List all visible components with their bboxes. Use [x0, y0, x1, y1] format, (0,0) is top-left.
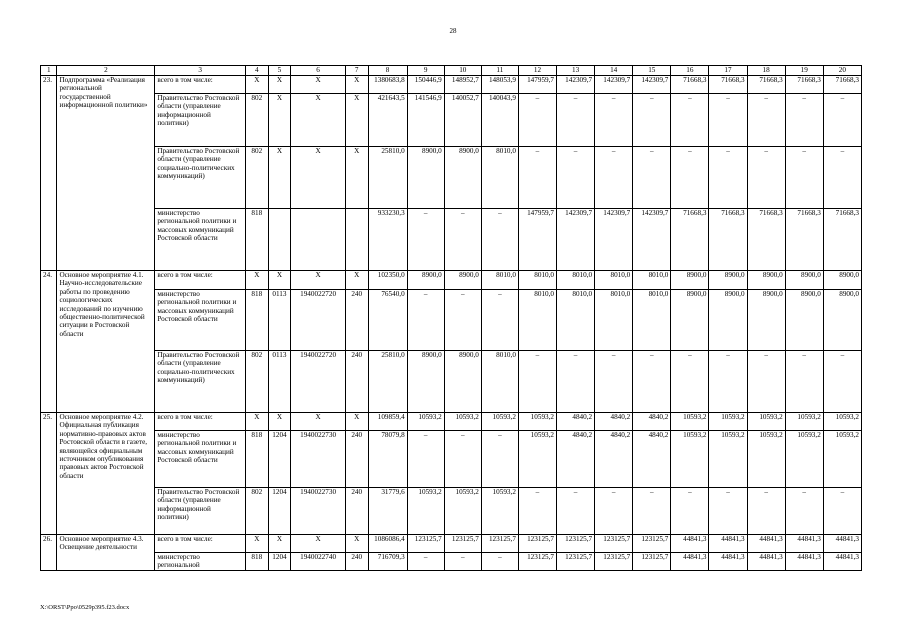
table-row	[41, 413, 862, 431]
amount-cell: –	[671, 147, 709, 209]
amount-cell: –	[518, 351, 556, 413]
amount-cell: 8900,0	[407, 271, 444, 290]
amount-cell: 123125,7	[595, 553, 633, 571]
amount-cell: –	[709, 147, 747, 209]
budget-code-cell: 802	[245, 488, 268, 535]
table-row	[41, 94, 862, 147]
program-name: Основное мероприятие 4.2. Официальная публикация нормативно-правовых актов Ростовской области в газете, являющейся официальным источником опубликования правовых актов Ростовской области	[57, 413, 155, 535]
amount-cell: 71668,3	[785, 209, 823, 271]
amount-cell: –	[407, 209, 444, 271]
amount-cell: 4840,2	[557, 431, 595, 488]
amount-cell: –	[823, 94, 861, 147]
column-number-header: 16	[671, 66, 709, 76]
amount-cell: –	[444, 553, 481, 571]
budget-table	[40, 65, 862, 571]
amount-cell: 150446,9	[407, 76, 444, 94]
amount-cell: 10593,2	[671, 413, 709, 431]
amount-cell: –	[823, 488, 861, 535]
amount-cell: 123125,7	[481, 535, 518, 553]
budget-code-cell: 240	[345, 488, 368, 535]
amount-cell: 8900,0	[444, 147, 481, 209]
amount-cell: 71668,3	[709, 76, 747, 94]
amount-cell: 8900,0	[671, 290, 709, 351]
amount-cell: 25810,0	[368, 147, 407, 209]
column-number-header: 20	[823, 66, 861, 76]
amount-cell: 8900,0	[671, 271, 709, 290]
amount-cell: 8010,0	[557, 271, 595, 290]
amount-cell: 10593,2	[785, 413, 823, 431]
amount-cell: 71668,3	[671, 209, 709, 271]
amount-cell: –	[407, 290, 444, 351]
amount-cell: 8900,0	[444, 351, 481, 413]
column-number-header: 13	[557, 66, 595, 76]
column-number-header: 11	[481, 66, 518, 76]
budget-code-cell: 1204	[268, 488, 291, 535]
column-number-header: 14	[595, 66, 633, 76]
amount-cell: –	[444, 431, 481, 488]
amount-cell: 4840,2	[595, 431, 633, 488]
amount-cell: 142309,7	[633, 209, 671, 271]
amount-cell: 71668,3	[785, 76, 823, 94]
amount-cell: 8900,0	[407, 147, 444, 209]
amount-cell: 8900,0	[747, 290, 785, 351]
amount-cell: –	[481, 290, 518, 351]
amount-cell: 123125,7	[407, 535, 444, 553]
column-number-header: 6	[291, 66, 346, 76]
amount-cell: 123125,7	[633, 535, 671, 553]
amount-cell: 123125,7	[595, 535, 633, 553]
amount-cell: 4840,2	[595, 413, 633, 431]
amount-cell: 140052,7	[444, 94, 481, 147]
budget-code-cell: X	[245, 413, 268, 431]
amount-cell: 4840,2	[557, 413, 595, 431]
amount-cell: 102350,0	[368, 271, 407, 290]
budget-code-cell: 240	[345, 351, 368, 413]
column-number-header: 15	[633, 66, 671, 76]
budget-code-cell: 0113	[268, 290, 291, 351]
page-number: 28	[449, 27, 457, 35]
amount-cell: 1380683,8	[368, 76, 407, 94]
amount-cell: 8010,0	[633, 271, 671, 290]
amount-cell: 8010,0	[481, 147, 518, 209]
amount-cell: 147959,7	[518, 76, 556, 94]
amount-cell: –	[671, 351, 709, 413]
amount-cell: –	[595, 351, 633, 413]
amount-cell: –	[709, 488, 747, 535]
budget-code-cell: X	[291, 76, 346, 94]
budget-code-cell: X	[245, 76, 268, 94]
amount-cell: 123125,7	[444, 535, 481, 553]
table-row	[41, 76, 862, 94]
amount-cell: 8010,0	[595, 290, 633, 351]
table-row	[41, 271, 862, 290]
amount-cell: –	[407, 431, 444, 488]
executor-name: Правительство Ростовской области (управление социально-политических коммуникаций)	[155, 147, 246, 209]
amount-cell: 8010,0	[633, 290, 671, 351]
amount-cell: 71668,3	[823, 209, 861, 271]
budget-code-cell: 1940022730	[291, 431, 346, 488]
amount-cell: 10593,2	[709, 413, 747, 431]
amount-cell: 44841,3	[785, 553, 823, 571]
budget-code-cell: X	[268, 76, 291, 94]
amount-cell: 71668,3	[823, 76, 861, 94]
budget-code-cell: 240	[345, 553, 368, 571]
budget-code-cell: 1940022730	[291, 488, 346, 535]
budget-code-cell	[268, 209, 291, 271]
amount-cell: 142309,7	[557, 209, 595, 271]
amount-cell: 10593,2	[481, 488, 518, 535]
amount-cell: 44841,3	[709, 535, 747, 553]
amount-cell: 142309,7	[557, 76, 595, 94]
row-number: 24.	[41, 271, 57, 413]
amount-cell: 147959,7	[518, 209, 556, 271]
column-number-header: 19	[785, 66, 823, 76]
amount-cell: –	[557, 94, 595, 147]
column-number-header: 2	[57, 66, 155, 76]
executor-name: всего в том числе:	[155, 76, 246, 94]
table-row	[41, 351, 862, 413]
amount-cell: 10593,2	[747, 431, 785, 488]
amount-cell: 76540,0	[368, 290, 407, 351]
amount-cell: 10593,2	[407, 413, 444, 431]
amount-cell: –	[671, 488, 709, 535]
table-row	[41, 147, 862, 209]
amount-cell: 8900,0	[709, 271, 747, 290]
budget-code-cell: X	[268, 271, 291, 290]
executor-name: всего в том числе:	[155, 413, 246, 431]
amount-cell: –	[785, 94, 823, 147]
table-row	[41, 488, 862, 535]
amount-cell: 10593,2	[823, 413, 861, 431]
executor-name: министерство региональной политики и массовых коммуникаций Ростовской области	[155, 290, 246, 351]
table-row	[41, 209, 862, 271]
column-number-header: 18	[747, 66, 785, 76]
amount-cell: –	[747, 488, 785, 535]
budget-code-cell: 802	[245, 94, 268, 147]
table-row	[41, 553, 862, 571]
executor-name: всего в том числе:	[155, 535, 246, 553]
amount-cell: 10593,2	[785, 431, 823, 488]
amount-cell: 8010,0	[518, 271, 556, 290]
amount-cell: 142309,7	[595, 209, 633, 271]
column-number-header: 8	[368, 66, 407, 76]
amount-cell: 78079,8	[368, 431, 407, 488]
amount-cell: 44841,3	[785, 535, 823, 553]
budget-code-cell: 240	[345, 290, 368, 351]
amount-cell: –	[595, 488, 633, 535]
column-number-header: 17	[709, 66, 747, 76]
amount-cell: 10593,2	[823, 431, 861, 488]
amount-cell: 140043,9	[481, 94, 518, 147]
executor-name: Правительство Ростовской области (управление информационной политики)	[155, 94, 246, 147]
budget-code-cell: X	[345, 271, 368, 290]
amount-cell: 10593,2	[518, 431, 556, 488]
amount-cell: 1086086,4	[368, 535, 407, 553]
amount-cell: –	[444, 209, 481, 271]
amount-cell: –	[557, 488, 595, 535]
amount-cell: 148053,9	[481, 76, 518, 94]
amount-cell: –	[823, 147, 861, 209]
budget-code-cell: X	[291, 147, 346, 209]
amount-cell: 148952,7	[444, 76, 481, 94]
amount-cell: 933230,3	[368, 209, 407, 271]
amount-cell: 71668,3	[709, 209, 747, 271]
amount-cell: 123125,7	[518, 535, 556, 553]
amount-cell: –	[481, 553, 518, 571]
amount-cell: –	[785, 147, 823, 209]
amount-cell: 25810,0	[368, 351, 407, 413]
budget-code-cell: X	[268, 413, 291, 431]
amount-cell: 141546,9	[407, 94, 444, 147]
amount-cell: 4840,2	[633, 431, 671, 488]
file-path-footer: X:\ORST\Ppo\0529p395.f23.docx	[40, 604, 130, 611]
amount-cell: 8010,0	[518, 290, 556, 351]
program-name: Подпрограмма «Реализация региональной государственной информационной политики»	[57, 76, 155, 271]
amount-cell: –	[633, 351, 671, 413]
budget-code-cell: X	[345, 94, 368, 147]
budget-code-cell: X	[345, 76, 368, 94]
amount-cell: –	[709, 94, 747, 147]
budget-code-cell: X	[245, 535, 268, 553]
budget-code-cell: X	[245, 271, 268, 290]
amount-cell: 716709,3	[368, 553, 407, 571]
budget-code-cell: 1940022720	[291, 290, 346, 351]
budget-code-cell: 1940022740	[291, 553, 346, 571]
budget-code-cell: 0113	[268, 351, 291, 413]
amount-cell: –	[518, 94, 556, 147]
executor-name: министерство региональной политики и массовых коммуникаций Ростовской области	[155, 209, 246, 271]
amount-cell: 10593,2	[481, 413, 518, 431]
column-number-header: 9	[407, 66, 444, 76]
budget-code-cell: 802	[245, 351, 268, 413]
amount-cell: 123125,7	[557, 535, 595, 553]
amount-cell: 142309,7	[595, 76, 633, 94]
budget-code-cell: X	[345, 147, 368, 209]
amount-cell: 8900,0	[785, 290, 823, 351]
amount-cell: –	[595, 147, 633, 209]
amount-cell: –	[407, 553, 444, 571]
amount-cell: 44841,3	[671, 553, 709, 571]
budget-code-cell	[291, 209, 346, 271]
amount-cell: 4840,2	[633, 413, 671, 431]
amount-cell: 10593,2	[671, 431, 709, 488]
budget-code-cell: X	[291, 413, 346, 431]
amount-cell: 8900,0	[823, 290, 861, 351]
amount-cell: 10593,2	[444, 488, 481, 535]
amount-cell: 8900,0	[785, 271, 823, 290]
budget-code-cell: 1204	[268, 553, 291, 571]
column-number-header: 5	[268, 66, 291, 76]
amount-cell: 8900,0	[444, 271, 481, 290]
amount-cell: –	[633, 147, 671, 209]
budget-code-cell: 240	[345, 431, 368, 488]
row-number: 25.	[41, 413, 57, 535]
amount-cell: 44841,3	[709, 553, 747, 571]
budget-code-cell: X	[291, 535, 346, 553]
amount-cell: 8010,0	[481, 271, 518, 290]
amount-cell: 44841,3	[823, 535, 861, 553]
budget-code-cell: X	[345, 535, 368, 553]
amount-cell: –	[481, 431, 518, 488]
amount-cell: 123125,7	[518, 553, 556, 571]
amount-cell: 8010,0	[557, 290, 595, 351]
amount-cell: –	[518, 488, 556, 535]
budget-code-cell: 1204	[268, 431, 291, 488]
table-row	[41, 431, 862, 488]
amount-cell: –	[633, 94, 671, 147]
executor-name: Правительство Ростовской области (управление социально-политических коммуникаций)	[155, 351, 246, 413]
table-row	[41, 535, 862, 553]
amount-cell: 109859,4	[368, 413, 407, 431]
row-number: 23.	[41, 76, 57, 271]
amount-cell: 8900,0	[747, 271, 785, 290]
column-number-header: 3	[155, 66, 246, 76]
amount-cell: –	[785, 488, 823, 535]
column-number-header: 4	[245, 66, 268, 76]
column-number-header: 12	[518, 66, 556, 76]
budget-code-cell: 818	[245, 290, 268, 351]
amount-cell: 31779,6	[368, 488, 407, 535]
budget-code-cell: 818	[245, 553, 268, 571]
amount-cell: 71668,3	[747, 209, 785, 271]
executor-name: министерство региональной	[155, 553, 246, 571]
amount-cell: –	[747, 94, 785, 147]
amount-cell: 8010,0	[481, 351, 518, 413]
amount-cell: 142309,7	[633, 76, 671, 94]
column-number-header: 1	[41, 66, 57, 76]
amount-cell: 8900,0	[823, 271, 861, 290]
budget-code-cell: X	[291, 271, 346, 290]
amount-cell: 10593,2	[407, 488, 444, 535]
amount-cell: –	[444, 290, 481, 351]
amount-cell: –	[671, 94, 709, 147]
amount-cell: –	[823, 351, 861, 413]
table-row	[41, 290, 862, 351]
amount-cell: 8010,0	[595, 271, 633, 290]
budget-code-cell: X	[268, 94, 291, 147]
budget-code-cell: 802	[245, 147, 268, 209]
amount-cell: 44841,3	[671, 535, 709, 553]
budget-code-cell: 1940022720	[291, 351, 346, 413]
budget-code-cell	[345, 209, 368, 271]
amount-cell: 8900,0	[407, 351, 444, 413]
amount-cell: 421643,5	[368, 94, 407, 147]
amount-cell: 71668,3	[671, 76, 709, 94]
amount-cell: –	[595, 94, 633, 147]
amount-cell: 10593,2	[518, 413, 556, 431]
budget-code-cell: X	[268, 535, 291, 553]
amount-cell: –	[557, 351, 595, 413]
amount-cell: –	[747, 351, 785, 413]
program-name: Основное мероприятие 4.3. Освещение деятельности	[57, 535, 155, 571]
amount-cell: –	[747, 147, 785, 209]
executor-name: министерство региональной политики и массовых коммуникаций Ростовской области	[155, 431, 246, 488]
amount-cell: –	[709, 351, 747, 413]
amount-cell: 10593,2	[709, 431, 747, 488]
executor-name: Правительство Ростовской области (управление информационной политики)	[155, 488, 246, 535]
amount-cell: –	[785, 351, 823, 413]
executor-name: всего в том числе:	[155, 271, 246, 290]
column-number-header: 7	[345, 66, 368, 76]
amount-cell: –	[481, 209, 518, 271]
budget-code-cell: 818	[245, 431, 268, 488]
amount-cell: 10593,2	[444, 413, 481, 431]
budget-code-cell: X	[268, 147, 291, 209]
amount-cell: 44841,3	[747, 553, 785, 571]
amount-cell: 123125,7	[557, 553, 595, 571]
amount-cell: 10593,2	[747, 413, 785, 431]
budget-code-cell: 818	[245, 209, 268, 271]
amount-cell: –	[518, 147, 556, 209]
amount-cell: 71668,3	[747, 76, 785, 94]
budget-code-cell: X	[291, 94, 346, 147]
amount-cell: 8900,0	[709, 290, 747, 351]
budget-code-cell: X	[345, 413, 368, 431]
amount-cell: –	[557, 147, 595, 209]
header-row	[41, 66, 862, 76]
row-number: 26.	[41, 535, 57, 571]
amount-cell: 44841,3	[823, 553, 861, 571]
column-number-header: 10	[444, 66, 481, 76]
amount-cell: 44841,3	[747, 535, 785, 553]
program-name: Основное мероприятие 4.1. Научно-исследовательские работы по проведению социологических исследований по изучению общественно-политической ситуации в Ростовской области	[57, 271, 155, 413]
amount-cell: 123125,7	[633, 553, 671, 571]
amount-cell: –	[633, 488, 671, 535]
